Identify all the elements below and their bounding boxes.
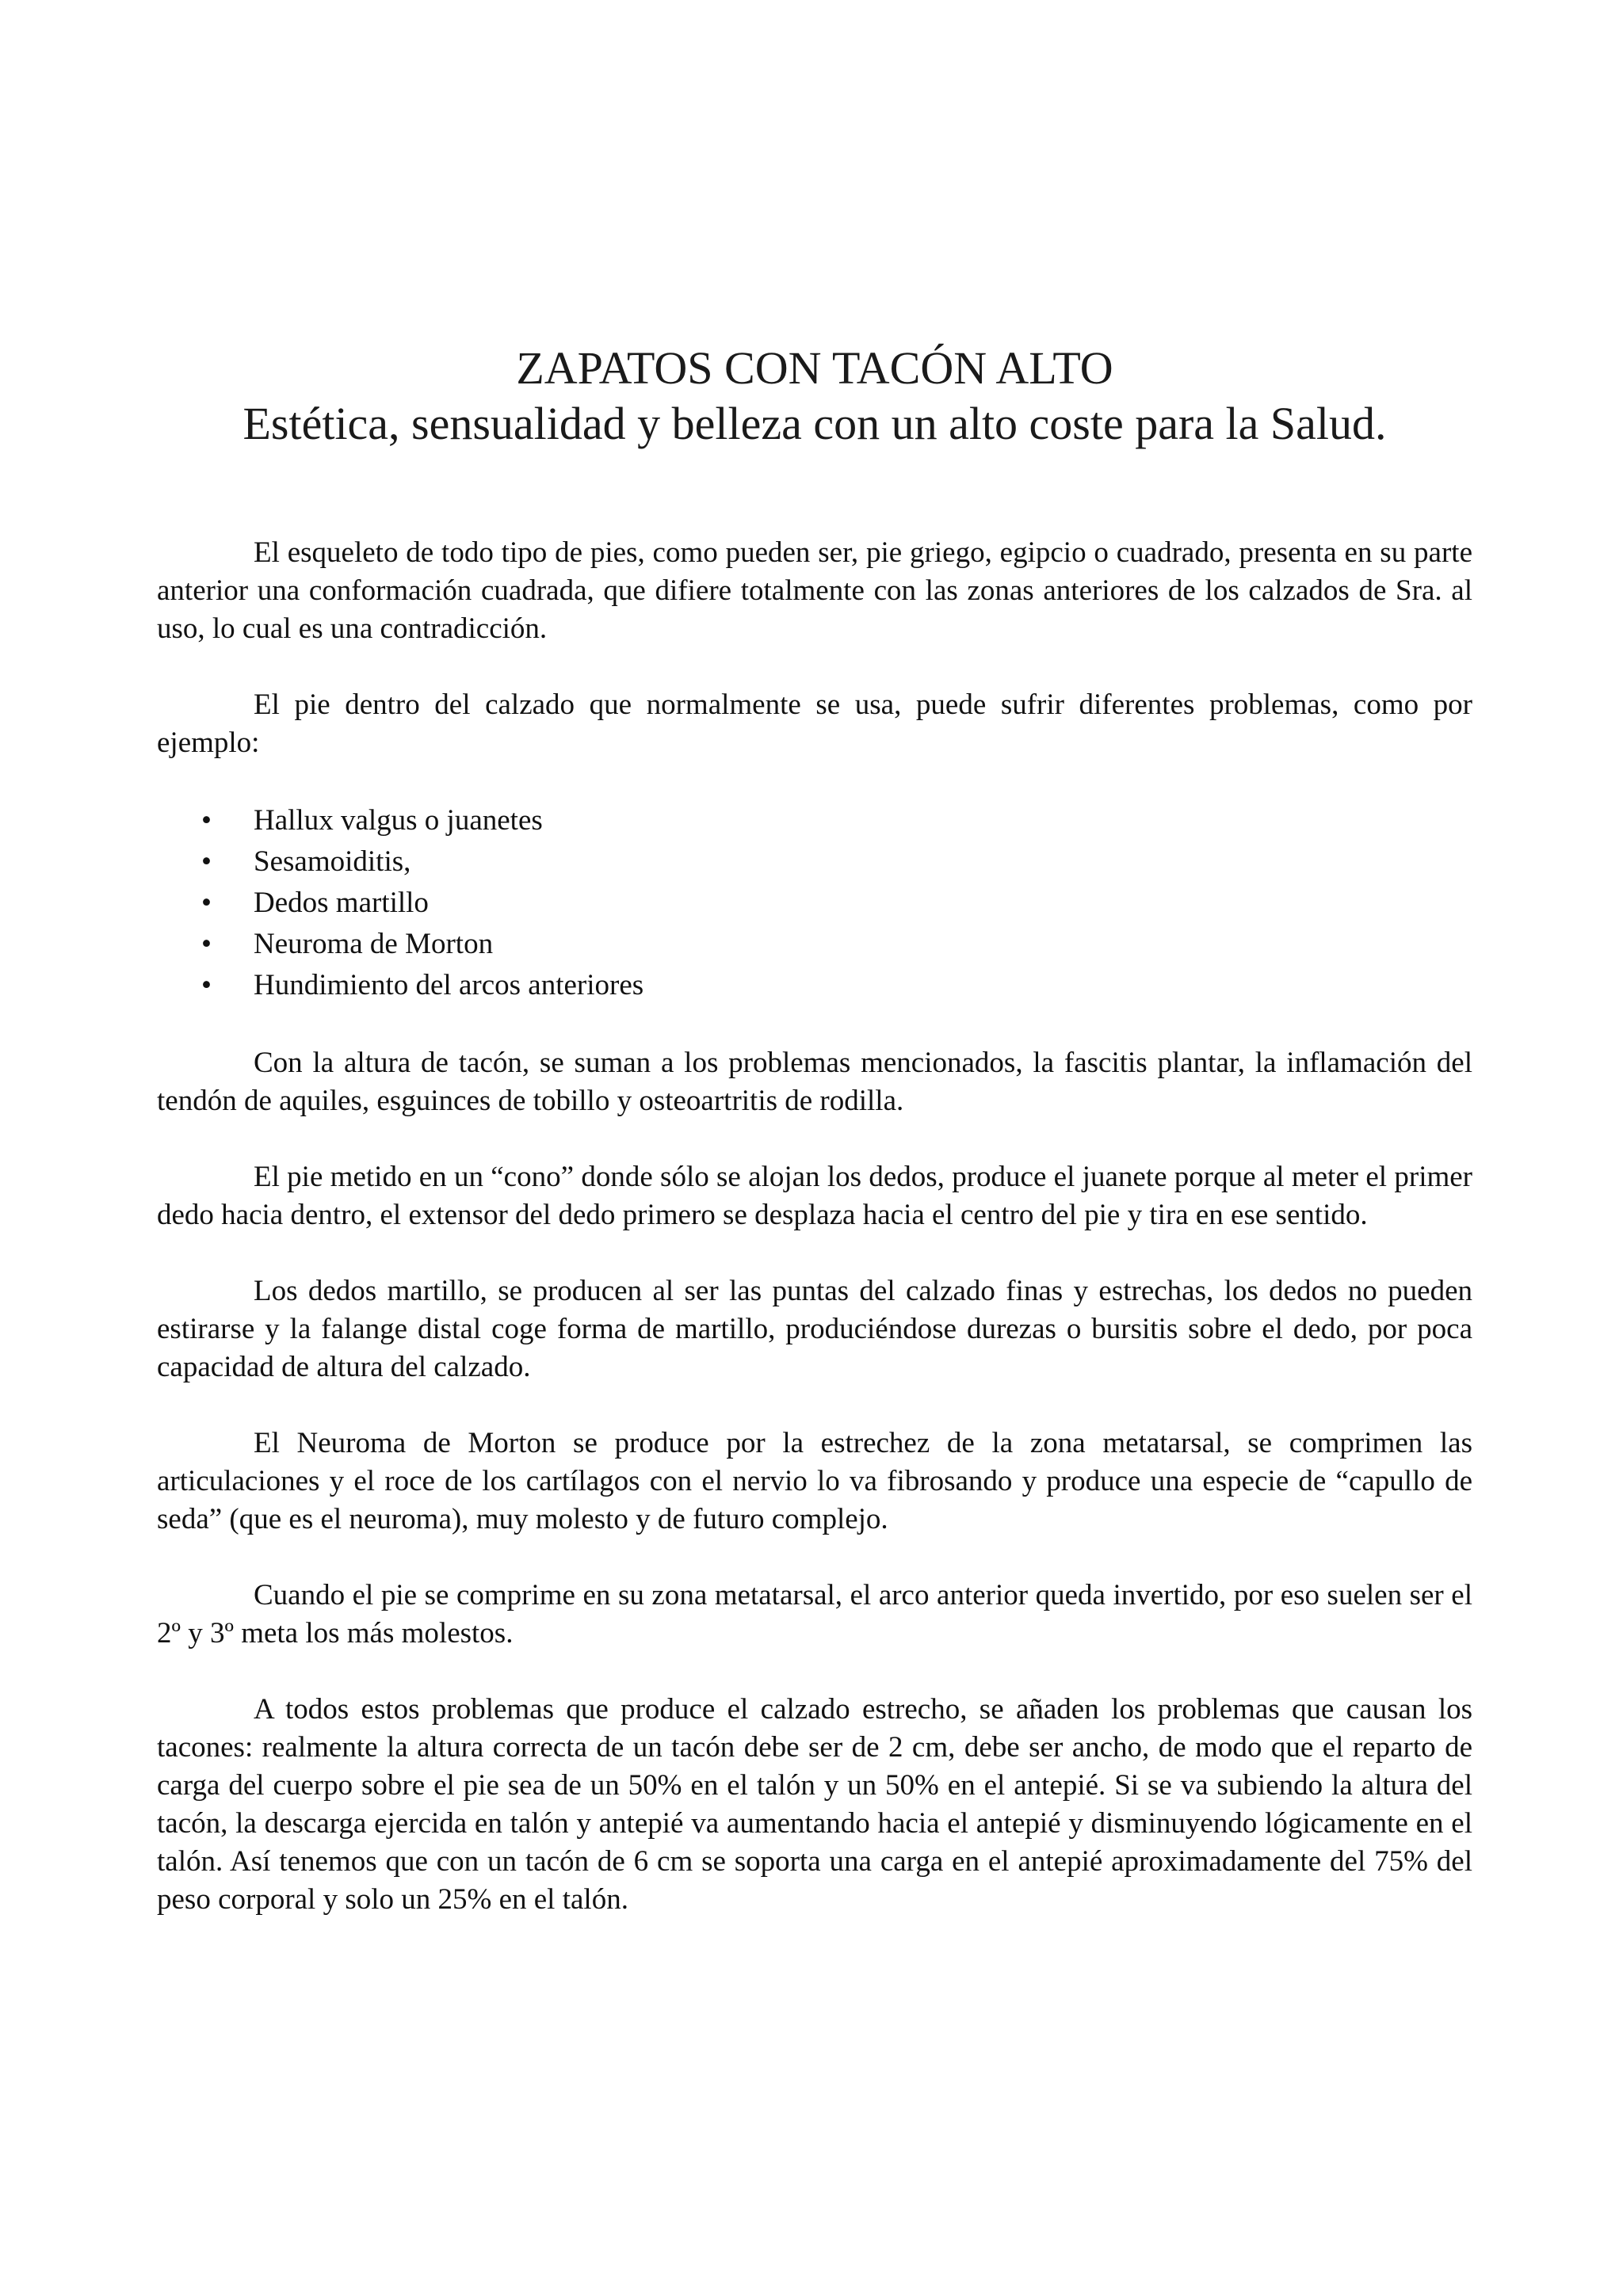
list-item-text: Neuroma de Morton	[254, 928, 494, 960]
problems-list	[157, 800, 1472, 1006]
list-item	[157, 841, 1472, 883]
document-subtitle: Estética, sensualidad y belleza con un alto coste para la Salud.	[242, 398, 1387, 449]
list-item-text: Dedos martillo	[254, 887, 429, 919]
document-title: ZAPATOS CON TACÓN ALTO	[516, 342, 1113, 394]
paragraph-heel-load: A todos estos problemas que produce el calzado estrecho, se añaden los problemas que causan los tacones: realmente la altura correcta de un tacón debe ser de 2 cm, debe ser ancho, de modo que el reparto de carga del cuerpo sobre el pie sea de un 50% en el talón y un 50% en el antepié. Si se va subiendo la altura del tacón, la descarga ejercida en talón y antepié va aumentando hacia el antepié y disminuyendo lógicamente en el talón. Así tenemos que con un tacón de 6 cm se soporta una carga en el antepié aproximadamente del 75% del peso corporal y solo un 25% en el talón.	[157, 1693, 1472, 1916]
paragraph-hammer-toes: Los dedos martillo, se producen al ser las puntas del calzado finas y estrechas, los dedos no pueden estirarse y la falange distal coge forma de martillo, produciéndose durezas o bursitis sobre el dedo, por poca capacidad de altura del calzado.	[157, 1275, 1472, 1383]
list-item	[157, 924, 1472, 965]
title-block	[157, 341, 1472, 452]
paragraph-skeleton: El esqueleto de todo tipo de pies, como pueden ser, pie griego, egipcio o cuadrado, presenta en su parte anterior una conformación cuadrada, que difiere totalmente con las zonas anteriores de los calzados de Sra. al uso, lo cual es una contradicción.	[157, 536, 1472, 645]
bullet-icon: •	[201, 887, 212, 919]
paragraph-heel-height: Con la altura de tacón, se suman a los problemas mencionados, la fascitis plantar, la inflamación del tendón de aquiles, esguinces de tobillo y osteoartritis de rodilla.	[157, 1047, 1472, 1117]
paragraph-morton-neuroma: El Neuroma de Morton se produce por la estrechez de la zona metatarsal, se comprimen las articulaciones y el roce de los cartílagos con el nervio lo va fibrosando y produce una especie de “capullo de seda” (que es el neuroma), muy molesto y de futuro complejo.	[157, 1427, 1472, 1535]
paragraph-problems-intro: El pie dentro del calzado que normalmente se usa, puede sufrir diferentes problemas, como por ejemplo:	[157, 688, 1472, 759]
document-page	[157, 341, 1472, 1957]
list-item-text: Sesamoiditis,	[254, 845, 411, 878]
paragraph-metatarsal: Cuando el pie se comprime en su zona metatarsal, el arco anterior queda invertido, por eso suelen ser el 2º y 3º meta los más molestos.	[157, 1579, 1472, 1650]
bullet-icon: •	[201, 804, 212, 837]
bullet-icon: •	[201, 969, 212, 1001]
list-item-text: Hallux valgus o juanetes	[254, 804, 543, 837]
list-item	[157, 965, 1472, 1006]
list-item	[157, 883, 1472, 924]
list-item-text: Hundimiento del arcos anteriores	[254, 969, 644, 1001]
list-item	[157, 800, 1472, 841]
bullet-icon: •	[201, 845, 212, 878]
paragraph-cone: El pie metido en un “cono” donde sólo se alojan los dedos, produce el juanete porque al meter el primer dedo hacia dentro, el extensor del dedo primero se desplaza hacia el centro del pie y tira en ese sentido.	[157, 1161, 1472, 1231]
bullet-icon: •	[201, 928, 212, 960]
